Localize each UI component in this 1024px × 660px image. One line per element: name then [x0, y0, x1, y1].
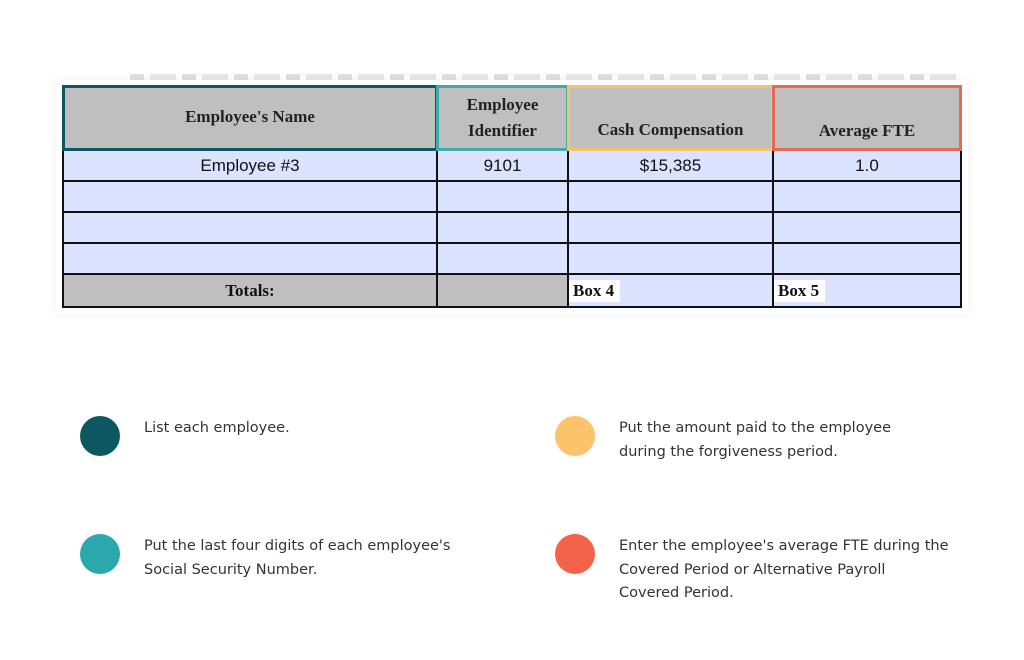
header-row	[63, 86, 961, 150]
cell-employee-identifier[interactable]: 9101	[437, 150, 568, 181]
legend-text: Put the last four digits of each employee's Social Security Number.	[144, 538, 451, 578]
table-row	[63, 181, 961, 212]
cell-average-fte[interactable]: 1.0	[773, 150, 961, 181]
cell-cash-compensation[interactable]: $15,385	[568, 150, 773, 181]
table-row	[63, 150, 961, 181]
totals-label: Totals:	[63, 274, 437, 307]
legend-text: Enter the employee's average FTE during the Covered Period or Alternative Payroll Covered Period.	[619, 538, 949, 601]
cell-employee-identifier[interactable]	[437, 243, 568, 274]
legend-item-employee-name	[80, 416, 484, 456]
legend-item-cash-compensation	[555, 416, 929, 464]
legend-text: Put the amount paid to the employee during the forgiveness period.	[619, 420, 892, 460]
light-teal-dot-icon	[80, 534, 120, 574]
cell-employee-name[interactable]	[63, 181, 437, 212]
cell-cash-compensation[interactable]	[568, 212, 773, 243]
legend-item-average-fte	[555, 534, 949, 606]
totals-row	[63, 274, 961, 307]
cell-employee-identifier[interactable]	[437, 212, 568, 243]
cell-employee-name[interactable]	[63, 212, 437, 243]
header-employee-name: Employee's Name	[63, 86, 437, 150]
coral-dot-icon	[555, 534, 595, 574]
dark-teal-dot-icon	[80, 416, 120, 456]
table-row	[63, 212, 961, 243]
header-cash-compensation: Cash Compensation	[568, 86, 773, 150]
cell-cash-compensation[interactable]	[568, 181, 773, 212]
employee-compensation-table	[62, 85, 962, 308]
cell-average-fte[interactable]	[773, 212, 961, 243]
cell-employee-name[interactable]: Employee #3	[63, 150, 437, 181]
box-4-cell[interactable]	[568, 274, 773, 307]
legend-item-employee-identifier	[80, 534, 474, 582]
totals-identifier-blank	[437, 274, 568, 307]
box-5-label: Box 5	[774, 280, 825, 302]
yellow-dot-icon	[555, 416, 595, 456]
cell-employee-identifier[interactable]	[437, 181, 568, 212]
cell-average-fte[interactable]	[773, 243, 961, 274]
header-employee-identifier: Employee Identifier	[437, 86, 568, 150]
legend-text: List each employee.	[144, 420, 290, 436]
header-average-fte: Average FTE	[773, 86, 961, 150]
box-5-cell[interactable]	[773, 274, 961, 307]
box-4-label: Box 4	[569, 280, 620, 302]
cell-average-fte[interactable]	[773, 181, 961, 212]
cell-employee-name[interactable]	[63, 243, 437, 274]
table-row	[63, 243, 961, 274]
cell-cash-compensation[interactable]	[568, 243, 773, 274]
